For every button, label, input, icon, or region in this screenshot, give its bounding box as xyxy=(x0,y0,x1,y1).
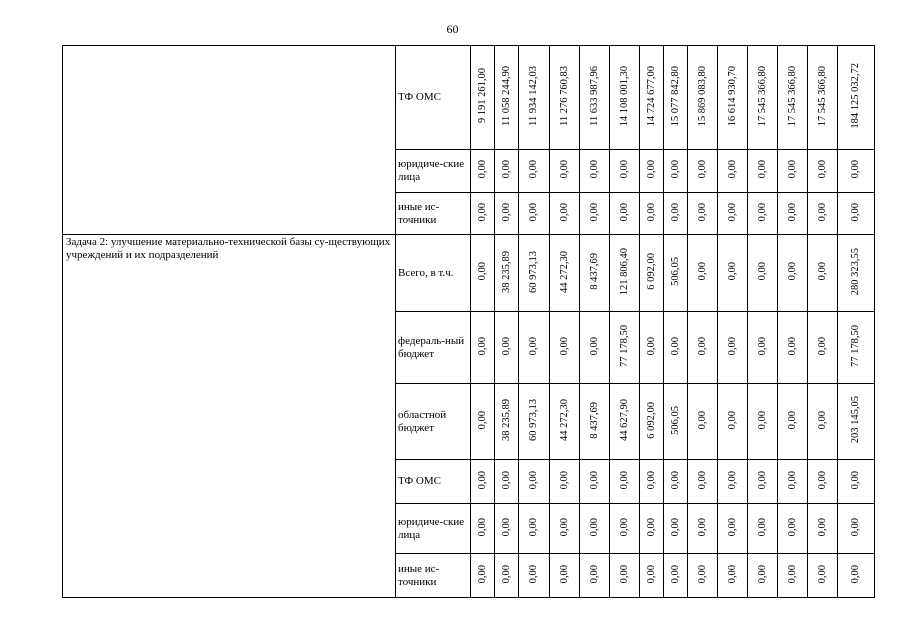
value-cell xyxy=(640,312,664,384)
value-cell xyxy=(718,312,748,384)
value-text: 0,00 xyxy=(756,160,768,179)
value-cell xyxy=(495,46,519,150)
value-cell xyxy=(718,504,748,554)
value-text: 0,00 xyxy=(528,202,539,222)
value-text: 0,00 xyxy=(816,564,828,584)
value-cell xyxy=(610,504,640,554)
budget-table-body xyxy=(63,46,875,598)
funding-source-cell: областной бюджет xyxy=(396,384,471,460)
value-cell xyxy=(640,46,664,150)
value-cell xyxy=(580,504,610,554)
value-cell xyxy=(519,460,550,504)
value-cell xyxy=(808,312,838,384)
value-text: 0,00 xyxy=(669,470,681,490)
value-text: 0,00 xyxy=(726,202,738,222)
value-cell xyxy=(610,554,640,598)
value-text: 0,00 xyxy=(558,202,570,222)
value-text: 0,00 xyxy=(786,160,798,179)
value-text: 0,00 xyxy=(645,336,657,356)
value-text: 0,00 xyxy=(816,160,828,179)
value-cell xyxy=(640,193,664,235)
value-text: 0,00 xyxy=(645,517,657,537)
value-cell xyxy=(471,384,495,460)
value-cell xyxy=(778,150,808,193)
value-cell xyxy=(471,312,495,384)
value-cell xyxy=(550,384,580,460)
value-text: 0,00 xyxy=(588,336,600,356)
value-text: 0,00 xyxy=(528,517,539,537)
value-cell xyxy=(640,150,664,193)
value-text: 121 806,40 xyxy=(618,247,630,296)
value-cell xyxy=(778,312,808,384)
value-cell xyxy=(748,554,778,598)
value-text: 0,00 xyxy=(726,517,738,537)
value-text: 0,00 xyxy=(816,470,828,490)
value-cell xyxy=(471,504,495,554)
value-text: 184 125 032,72 xyxy=(850,63,861,129)
value-text: 11 934 142,03 xyxy=(528,66,539,126)
value-cell xyxy=(688,235,718,312)
value-cell xyxy=(495,150,519,193)
value-cell xyxy=(519,150,550,193)
value-cell xyxy=(688,312,718,384)
value-cell xyxy=(718,150,748,193)
value-cell xyxy=(471,193,495,235)
value-text: 0,00 xyxy=(645,202,657,222)
value-cell xyxy=(748,312,778,384)
value-cell xyxy=(838,312,875,384)
value-cell xyxy=(550,460,580,504)
value-text: 0,00 xyxy=(500,470,512,490)
value-text: 0,00 xyxy=(558,564,570,584)
value-text: 0,00 xyxy=(726,410,738,430)
value-cell xyxy=(718,554,748,598)
value-text: 0,00 xyxy=(558,336,570,356)
value-text: 8 437,69 xyxy=(588,401,600,439)
value-text: 203 145,05 xyxy=(850,396,861,444)
value-cell xyxy=(688,46,718,150)
value-text: 0,00 xyxy=(618,160,630,179)
value-text: 11 633 987,96 xyxy=(588,66,600,126)
value-cell xyxy=(808,504,838,554)
value-cell xyxy=(495,312,519,384)
value-text: 6 092,00 xyxy=(645,401,657,439)
value-text: 11 058 244,90 xyxy=(500,66,512,126)
value-cell xyxy=(808,460,838,504)
value-text: 0,00 xyxy=(476,202,488,222)
value-cell xyxy=(640,460,664,504)
value-cell xyxy=(495,193,519,235)
value-text: 0,00 xyxy=(850,470,861,490)
table-row xyxy=(63,235,875,312)
value-text: 0,00 xyxy=(816,202,828,222)
value-cell xyxy=(640,504,664,554)
value-text: 0,00 xyxy=(476,262,488,281)
value-text: 0,00 xyxy=(669,564,681,584)
value-text: 0,00 xyxy=(618,517,630,537)
value-text: 0,00 xyxy=(850,564,861,584)
value-text: 0,00 xyxy=(645,564,657,584)
value-cell xyxy=(778,46,808,150)
value-text: 0,00 xyxy=(558,470,570,490)
value-cell xyxy=(610,384,640,460)
value-text: 0,00 xyxy=(786,202,798,222)
value-cell xyxy=(550,504,580,554)
value-text: 0,00 xyxy=(850,517,861,537)
value-cell xyxy=(610,193,640,235)
funding-source-cell: иные ис-точники xyxy=(396,193,471,235)
value-text: 0,00 xyxy=(476,336,488,356)
value-cell xyxy=(808,150,838,193)
value-cell xyxy=(748,460,778,504)
value-text: 0,00 xyxy=(786,470,798,490)
funding-source-cell: иные ис-точники xyxy=(396,554,471,598)
value-text: 0,00 xyxy=(696,410,708,430)
value-text: 0,00 xyxy=(500,202,512,222)
value-text: 0,00 xyxy=(528,160,539,179)
value-cell xyxy=(519,504,550,554)
value-cell xyxy=(748,384,778,460)
value-cell xyxy=(495,235,519,312)
value-text: 0,00 xyxy=(786,262,798,281)
value-cell xyxy=(688,460,718,504)
value-text: 0,00 xyxy=(756,336,768,356)
value-text: 0,00 xyxy=(669,160,681,179)
value-cell xyxy=(471,460,495,504)
value-text: 0,00 xyxy=(618,564,630,584)
value-cell xyxy=(838,384,875,460)
value-text: 0,00 xyxy=(669,336,681,356)
value-cell xyxy=(471,46,495,150)
value-cell xyxy=(519,46,550,150)
funding-source-cell: федераль-ный бюджет xyxy=(396,312,471,384)
value-cell xyxy=(580,460,610,504)
value-cell xyxy=(688,193,718,235)
value-text: 0,00 xyxy=(786,517,798,537)
value-text: 0,00 xyxy=(476,160,488,179)
value-cell xyxy=(838,504,875,554)
value-cell xyxy=(664,312,688,384)
value-text: 17 545 366,80 xyxy=(816,65,828,127)
funding-source-cell: ТФ ОМС xyxy=(396,460,471,504)
value-text: 0,00 xyxy=(669,202,681,222)
value-text: 0,00 xyxy=(756,262,768,281)
value-cell xyxy=(664,150,688,193)
value-cell xyxy=(580,193,610,235)
value-text: 77 178,50 xyxy=(850,325,861,367)
value-cell xyxy=(550,150,580,193)
value-text: 44 272,30 xyxy=(558,399,570,441)
value-cell xyxy=(580,150,610,193)
value-cell xyxy=(580,312,610,384)
value-text: 0,00 xyxy=(696,564,708,584)
value-text: 0,00 xyxy=(726,564,738,584)
value-text: 0,00 xyxy=(786,336,798,356)
value-text: 0,00 xyxy=(696,336,708,356)
task-cell xyxy=(63,46,396,235)
value-text: 60 973,13 xyxy=(528,399,539,441)
value-cell xyxy=(550,312,580,384)
value-text: 0,00 xyxy=(500,517,512,537)
value-cell xyxy=(778,193,808,235)
value-cell xyxy=(580,384,610,460)
value-cell xyxy=(718,384,748,460)
table-row xyxy=(63,46,875,150)
value-text: 11 276 760,83 xyxy=(558,66,570,126)
value-cell xyxy=(808,46,838,150)
value-cell xyxy=(495,460,519,504)
value-text: 0,00 xyxy=(756,470,768,490)
value-text: 0,00 xyxy=(588,517,600,537)
value-text: 0,00 xyxy=(618,470,630,490)
value-cell xyxy=(688,554,718,598)
value-cell xyxy=(664,46,688,150)
value-text: 0,00 xyxy=(476,410,488,430)
value-text: 0,00 xyxy=(500,160,512,179)
value-cell xyxy=(495,554,519,598)
value-text: 0,00 xyxy=(588,470,600,490)
value-text: 0,00 xyxy=(476,470,488,490)
value-cell xyxy=(664,193,688,235)
budget-table xyxy=(62,45,875,598)
value-cell xyxy=(550,193,580,235)
value-cell xyxy=(664,460,688,504)
value-text: 0,00 xyxy=(756,517,768,537)
value-cell xyxy=(495,504,519,554)
value-cell xyxy=(838,193,875,235)
value-text: 506,05 xyxy=(669,257,681,286)
value-cell xyxy=(519,384,550,460)
value-cell xyxy=(610,235,640,312)
value-text: 0,00 xyxy=(645,160,657,179)
value-text: 0,00 xyxy=(726,336,738,356)
value-text: 280 323,55 xyxy=(850,247,861,296)
value-text: 506,05 xyxy=(669,405,681,435)
value-cell xyxy=(610,150,640,193)
value-text: 0,00 xyxy=(816,262,828,281)
value-cell xyxy=(519,554,550,598)
value-text: 77 178,50 xyxy=(618,325,630,367)
value-cell xyxy=(778,460,808,504)
value-cell xyxy=(778,384,808,460)
value-cell xyxy=(610,46,640,150)
value-text: 0,00 xyxy=(588,202,600,222)
value-cell xyxy=(519,312,550,384)
value-text: 0,00 xyxy=(696,262,708,281)
value-cell xyxy=(471,235,495,312)
value-text: 14 724 677,00 xyxy=(645,65,657,127)
value-cell xyxy=(748,193,778,235)
funding-source-cell: ТФ ОМС xyxy=(396,46,471,150)
value-text: 0,00 xyxy=(588,160,600,179)
value-cell xyxy=(718,460,748,504)
funding-source-cell: юридиче-ские лица xyxy=(396,150,471,193)
funding-source-cell: юридиче-ские лица xyxy=(396,504,471,554)
value-cell xyxy=(550,554,580,598)
value-cell xyxy=(808,235,838,312)
value-text: 0,00 xyxy=(588,564,600,584)
value-text: 60 973,13 xyxy=(528,250,539,293)
value-cell xyxy=(580,235,610,312)
value-text: 0,00 xyxy=(558,160,570,179)
value-cell xyxy=(664,504,688,554)
value-cell xyxy=(640,554,664,598)
value-cell xyxy=(640,235,664,312)
value-text: 0,00 xyxy=(756,564,768,584)
value-text: 0,00 xyxy=(696,202,708,222)
value-text: 0,00 xyxy=(528,564,539,584)
value-text: 15 077 842,80 xyxy=(669,65,681,127)
value-cell xyxy=(778,235,808,312)
value-text: 44 627,90 xyxy=(618,399,630,441)
value-cell xyxy=(808,384,838,460)
value-cell xyxy=(580,554,610,598)
value-cell xyxy=(495,384,519,460)
value-text: 0,00 xyxy=(528,336,539,356)
value-cell xyxy=(808,554,838,598)
value-cell xyxy=(748,504,778,554)
value-cell xyxy=(838,554,875,598)
value-text: 0,00 xyxy=(756,410,768,430)
value-text: 0,00 xyxy=(696,470,708,490)
value-cell xyxy=(778,554,808,598)
value-text: 0,00 xyxy=(816,336,828,356)
value-text: 16 614 930,70 xyxy=(726,65,738,127)
value-cell xyxy=(471,150,495,193)
value-cell xyxy=(688,504,718,554)
value-text: 38 235,89 xyxy=(500,250,512,293)
value-text: 0,00 xyxy=(500,564,512,584)
value-cell xyxy=(838,150,875,193)
value-text: 0,00 xyxy=(500,336,512,356)
value-cell xyxy=(748,235,778,312)
value-text: 0,00 xyxy=(696,160,708,179)
value-text: 0,00 xyxy=(696,517,708,537)
value-text: 0,00 xyxy=(645,470,657,490)
value-cell xyxy=(688,150,718,193)
value-text: 0,00 xyxy=(669,517,681,537)
value-cell xyxy=(718,193,748,235)
value-text: 0,00 xyxy=(786,564,798,584)
value-text: 0,00 xyxy=(726,262,738,281)
value-text: 0,00 xyxy=(558,517,570,537)
value-cell xyxy=(550,46,580,150)
value-cell xyxy=(519,235,550,312)
value-cell xyxy=(838,235,875,312)
value-text: 0,00 xyxy=(850,202,861,222)
value-cell xyxy=(838,460,875,504)
funding-source-cell: Всего, в т.ч. xyxy=(396,235,471,312)
value-cell xyxy=(778,504,808,554)
value-cell xyxy=(748,150,778,193)
value-text: 0,00 xyxy=(816,410,828,430)
value-text: 0,00 xyxy=(786,410,798,430)
task-cell: Задача 2: улучшение материально-технической базы су-ществующих учреждений и их подразделений xyxy=(63,235,396,598)
value-cell xyxy=(519,193,550,235)
value-text: 17 545 366,80 xyxy=(756,65,768,127)
value-cell xyxy=(550,235,580,312)
value-text: 0,00 xyxy=(850,160,861,179)
value-text: 0,00 xyxy=(476,517,488,537)
value-text: 17 545 366,80 xyxy=(786,65,798,127)
value-cell xyxy=(718,46,748,150)
value-cell xyxy=(838,46,875,150)
value-cell xyxy=(664,554,688,598)
value-cell xyxy=(640,384,664,460)
value-text: 0,00 xyxy=(726,160,738,179)
value-text: 44 272,30 xyxy=(558,250,570,293)
page-number: 60 xyxy=(446,22,459,36)
value-cell xyxy=(664,384,688,460)
value-text: 0,00 xyxy=(528,470,539,490)
value-text: 0,00 xyxy=(756,202,768,222)
value-text: 8 437,69 xyxy=(588,253,600,290)
value-text: 6 092,00 xyxy=(645,253,657,290)
value-cell xyxy=(580,46,610,150)
value-text: 9 191 261,00 xyxy=(476,68,488,124)
value-cell xyxy=(748,46,778,150)
value-cell xyxy=(610,460,640,504)
value-text: 14 108 001,30 xyxy=(618,65,630,127)
value-cell xyxy=(610,312,640,384)
value-cell xyxy=(664,235,688,312)
value-cell xyxy=(471,554,495,598)
value-cell xyxy=(688,384,718,460)
value-text: 15 869 083,80 xyxy=(696,65,708,127)
value-cell xyxy=(718,235,748,312)
value-text: 0,00 xyxy=(476,564,488,584)
value-text: 0,00 xyxy=(816,517,828,537)
value-cell xyxy=(808,193,838,235)
value-text: 38 235,89 xyxy=(500,399,512,441)
value-text: 0,00 xyxy=(726,470,738,490)
value-text: 0,00 xyxy=(618,202,630,222)
